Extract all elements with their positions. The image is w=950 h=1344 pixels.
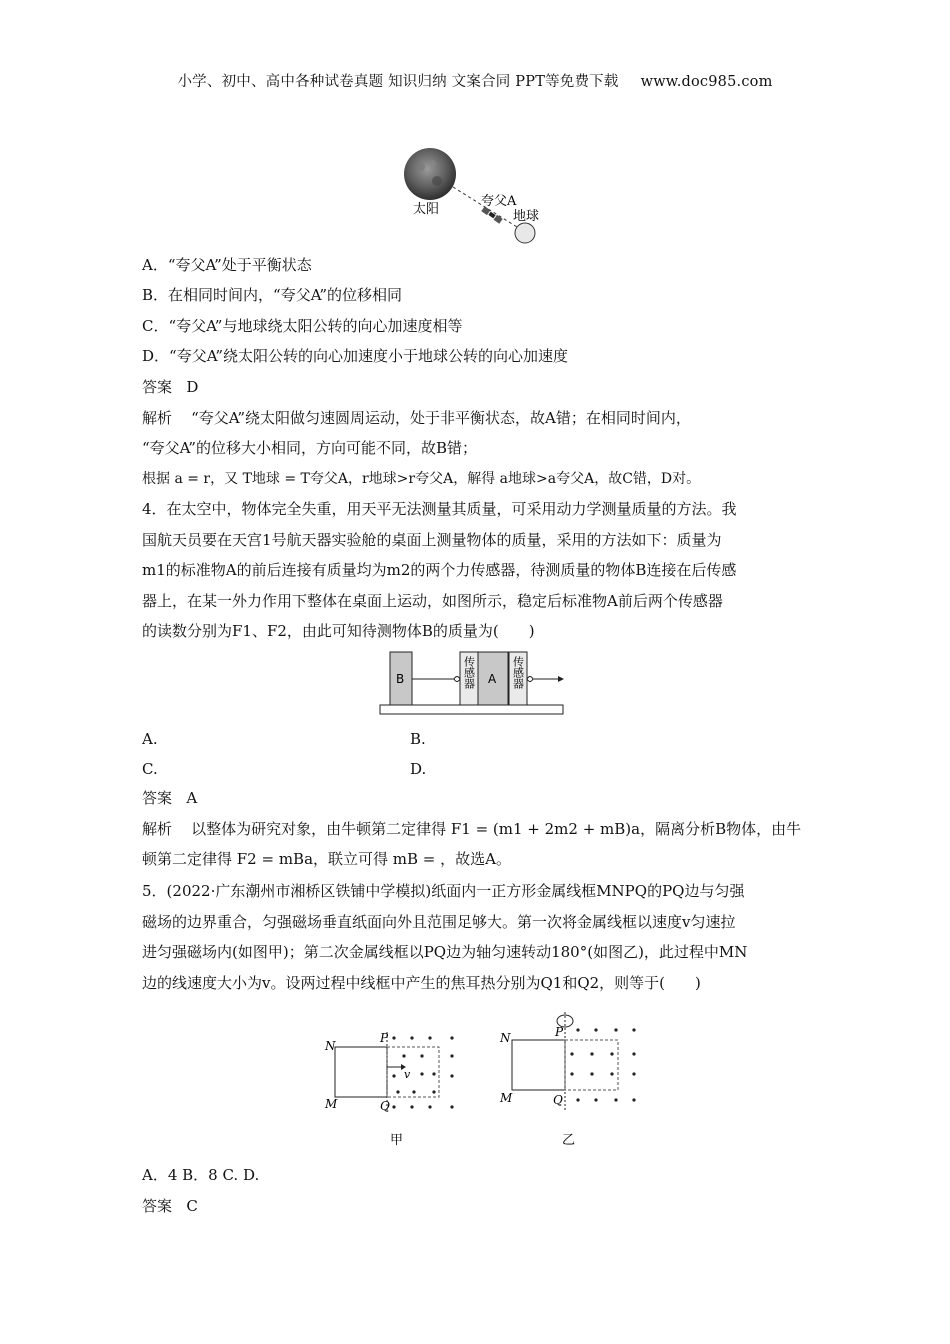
- q3-option-a: A．“夸父A”处于平衡状态: [142, 256, 312, 274]
- sun-icon: [404, 148, 456, 200]
- q4-stem-line5: 的读数分别为F1、F2，由此可知待测物体B的质量为( ): [142, 622, 535, 640]
- q4-stem-line3: m1的标准物A的前后连接有质量均为m2的两个力传感器，待测质量的物体B连接在后传感: [142, 561, 737, 579]
- q4-option-a: A.: [142, 730, 158, 748]
- square-frame-right: [512, 1040, 565, 1090]
- q4-answer: [142, 787, 197, 809]
- label-v: v: [404, 1068, 411, 1081]
- q3-analysis-line2: “夸父A”的位移大小相同，方向可能不同，故B错；: [142, 439, 477, 457]
- label-p-left: P: [380, 1031, 389, 1045]
- satellite-label: 夸父A: [481, 194, 517, 209]
- q4-analysis-line1: [142, 818, 801, 840]
- rear-sensor-label: 传感器: [462, 656, 476, 689]
- q5-answer-value: C: [186, 1197, 198, 1215]
- q4-stem-line4: 器上，在某一外力作用下整体在桌面上运动，如图所示，稳定后标准物A前后两个传感器: [142, 592, 723, 610]
- q4-option-d: D.: [410, 760, 427, 778]
- page-header: [0, 70, 950, 91]
- label-m-right: M: [500, 1091, 513, 1105]
- q5-answer-label: 答案: [142, 1197, 173, 1215]
- q4-analysis-label: 解析: [142, 820, 173, 838]
- label-n-left: N: [325, 1039, 336, 1053]
- q5-stem-line2: 磁场的边界重合，匀强磁场垂直纸面向外且范围足够大。第一次将金属线框以速度v匀速拉: [142, 913, 736, 931]
- sun-label: 太阳: [413, 202, 440, 217]
- magnetic-field-figure: [320, 1010, 650, 1150]
- q4-analysis-text1: 以整体为研究对象，由牛顿第二定律得 F1 = (m1 + 2m2 + mB)a，隔离分析B物体，由牛: [191, 820, 802, 838]
- q5-stem-line4: 边的线速度大小为v。设两过程中线框中产生的焦耳热分别为Q1和Q2，则等于( ): [142, 974, 701, 992]
- dashed-frame-left: [387, 1047, 439, 1097]
- q4-stem-line2: 国航天员要在天宫1号航天器实验舱的桌面上测量物体的质量，采用的方法如下：质量为: [142, 531, 722, 549]
- front-sensor-label: 传感器: [511, 656, 525, 689]
- q3-analysis-label: 解析: [142, 409, 173, 427]
- q3-analysis-line3: 根据 a = r，又 T地球 = T夸父A，r地球>r夸父A，解得 a地球>a夸父A，故C错，D对。: [142, 471, 701, 487]
- table-surface: [380, 705, 563, 714]
- q4-analysis-line2: 顿第二定律得 F2 = mBa，联立可得 mB = ，故选A。: [142, 850, 511, 868]
- label-m-left: M: [325, 1097, 338, 1111]
- q3-option-d: D．“夸父A”绕太阳公转的向心加速度小于地球公转的向心加速度: [142, 347, 568, 365]
- sensor-setup-figure: [378, 648, 568, 718]
- earth-label: 地球: [513, 209, 540, 224]
- square-frame-left: [335, 1047, 387, 1097]
- q3-answer-label: 答案: [142, 378, 173, 396]
- q4-answer-label: 答案: [142, 789, 173, 807]
- label-n-right: N: [500, 1031, 511, 1045]
- label-q-right: Q: [553, 1093, 563, 1107]
- q4-answer-value: A: [186, 789, 198, 807]
- q4-option-c: C.: [142, 760, 158, 778]
- dashed-frame-right: [565, 1040, 618, 1090]
- q4-option-b: B.: [410, 730, 426, 748]
- earth-icon: [515, 223, 535, 243]
- diagram-yi: [499, 1012, 636, 1148]
- q5-stem-line1: 5．(2022·广东潮州市湘桥区铁铺中学模拟)纸面内一正方形金属线框MNPQ的PQ边与匀强: [142, 882, 745, 900]
- header-url[interactable]: www.doc985.com: [640, 74, 773, 90]
- q3-analysis-text1: “夸父A”绕太阳做匀速圆周运动，处于非平衡状态，故A错；在相同时间内，: [191, 409, 691, 427]
- q3-answer: [142, 376, 198, 398]
- q5-answer: [142, 1195, 198, 1217]
- caption-yi: 乙: [562, 1133, 576, 1148]
- q3-option-b: B．在相同时间内，“夸父A”的位移相同: [142, 286, 402, 304]
- q3-option-c: C．“夸父A”与地球绕太阳公转的向心加速度相等: [142, 317, 463, 335]
- caption-jia: 甲: [390, 1133, 404, 1148]
- label-p-right: P: [555, 1025, 564, 1039]
- q3-answer-value: D: [186, 378, 199, 396]
- q4-stem-line1: 4．在太空中，物体完全失重，用天平无法测量其质量，可采用动力学测量质量的方法。我: [142, 500, 737, 518]
- block-a-label: A: [488, 672, 497, 686]
- header-text: 小学、初中、高中各种试卷真题 知识归纳 文案合同 PPT等免费下载: [177, 74, 619, 90]
- q5-options: A．4 B．8 C. D.: [142, 1166, 260, 1184]
- q3-analysis-line1: [142, 407, 691, 429]
- sun-satellite-earth-figure: [395, 145, 555, 250]
- label-q-left: Q: [380, 1099, 390, 1113]
- diagram-jia: [324, 1031, 454, 1148]
- block-b-label: B: [396, 672, 405, 686]
- q5-stem-line3: 进匀强磁场内(如图甲)；第二次金属线框以PQ边为轴匀速转动180°(如图乙)，此过程中MN: [142, 943, 748, 961]
